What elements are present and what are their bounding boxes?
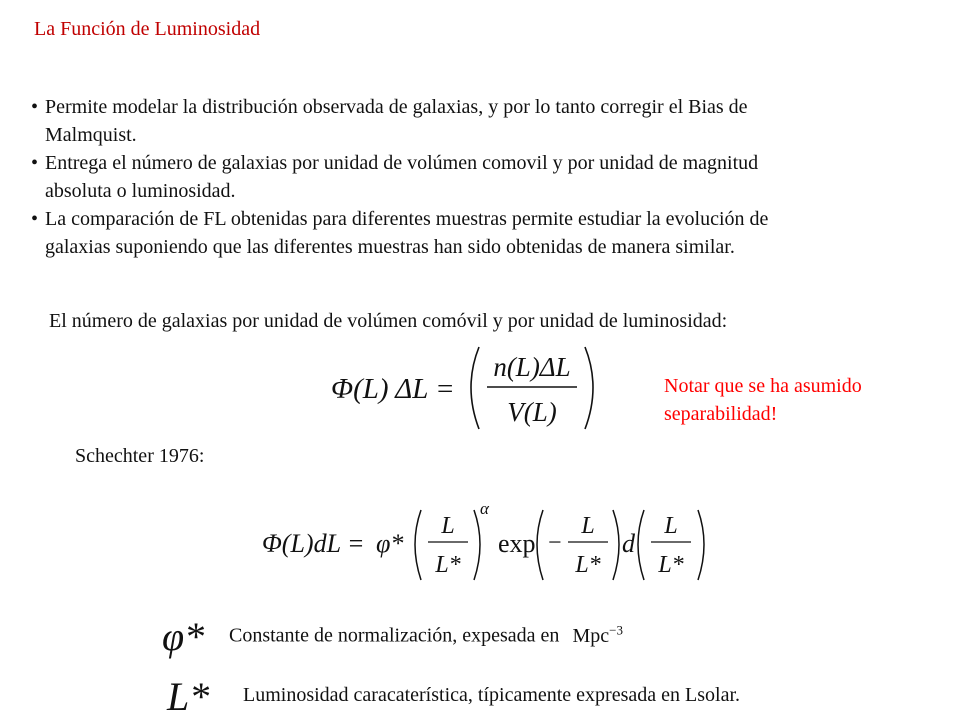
l-star-symbol <box>165 668 237 718</box>
bullet-text-line2: Malmquist. <box>45 124 137 146</box>
frac1-num: L <box>441 513 455 539</box>
bullet-text-line1: La comparación de FL obtenidas para diferentes muestras permite estudiar la evolución de <box>45 208 769 230</box>
bullet-icon: • <box>31 152 39 174</box>
definition-sentence: El número de galaxias por unidad de volúmen comóvil y por unidad de luminosidad: <box>49 310 728 332</box>
exp-function: exp <box>498 529 536 558</box>
note-line2: separabilidad! <box>664 403 778 425</box>
equation1-lhs: Φ(L) ΔL = <box>331 373 455 405</box>
right-paren <box>585 347 593 429</box>
frac2-num: L <box>581 513 595 539</box>
luminosity-function-equation <box>325 343 605 433</box>
equation2-lhs: Φ(L)dL = <box>262 529 365 558</box>
paren1-right <box>474 510 480 580</box>
l-star-text: L* <box>167 674 210 718</box>
frac3-den: L* <box>658 552 684 578</box>
list-item <box>31 205 768 261</box>
left-paren <box>471 347 479 429</box>
paren2-left <box>537 510 543 580</box>
bullet-icon: • <box>31 96 39 118</box>
list-item <box>31 149 768 205</box>
frac3-num: L <box>664 513 678 539</box>
phi-star-symbol <box>160 610 230 660</box>
minus-sign: − <box>548 530 562 556</box>
list-item <box>31 93 768 149</box>
paren1-left <box>415 510 421 580</box>
separability-note <box>664 372 862 428</box>
schechter-equation <box>258 500 708 590</box>
phi-star-description: Constante de normalización, expesada en <box>229 624 560 647</box>
bullet-text-line2: galaxias suponiendo que las diferentes muestras han sido obtenidas de manera similar. <box>45 236 735 258</box>
paren3-right <box>698 510 704 580</box>
bullet-text-line1: Permite modelar la distribución observada de galaxias, y por lo tanto corregir el Bias de <box>45 96 748 118</box>
frac1-den: L* <box>435 552 461 578</box>
phi-star-text: φ* <box>162 614 205 659</box>
differential-d: d <box>622 529 635 558</box>
bullet-text-line1: Entrega el número de galaxias por unidad de volúmen comovil y por unidad de magnitud <box>45 152 759 174</box>
unit-mpc: Mpc$^{-3}$ <box>572 622 623 647</box>
unit-exponent: −3 <box>609 622 623 637</box>
page-title: La Función de Luminosidad <box>34 18 261 40</box>
equation1-numerator: n(L)ΔL <box>493 352 571 382</box>
phi-star-definition <box>229 622 623 648</box>
bullet-icon: • <box>31 208 39 230</box>
note-line1: Notar que se ha asumido <box>664 375 862 397</box>
l-star-definition: Luminosidad caracaterística, típicamente expresada en Lsolar. <box>243 684 741 706</box>
frac2-den: L* <box>575 552 601 578</box>
paren2-right <box>613 510 619 580</box>
paren3-left <box>638 510 644 580</box>
bullet-list <box>31 93 768 261</box>
exponent-alpha: α <box>480 500 489 518</box>
bullet-text-line2: absoluta o luminosidad. <box>45 180 236 202</box>
equation2-phi-star: φ* <box>376 529 404 558</box>
equation1-denominator: V(L) <box>507 397 557 427</box>
schechter-label: Schechter 1976: <box>75 445 205 467</box>
